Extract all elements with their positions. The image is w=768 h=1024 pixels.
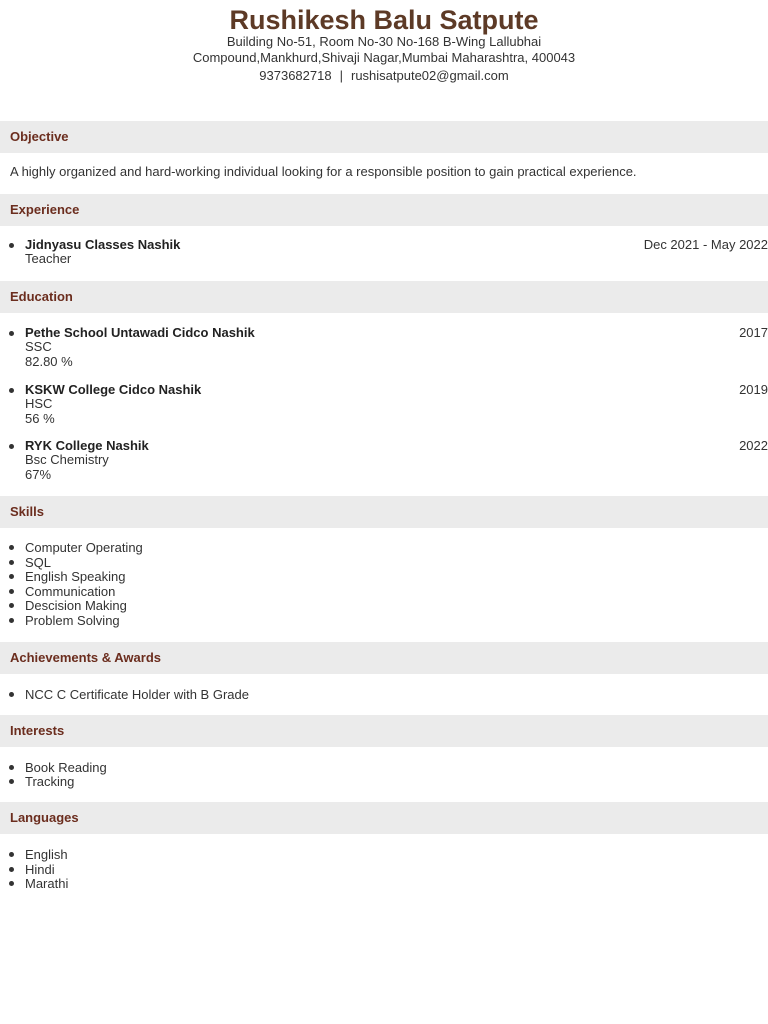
section-title: Interests (10, 723, 65, 738)
education-item (0, 325, 768, 371)
bullet-icon (9, 444, 14, 449)
completion-year: 2019 (739, 382, 768, 397)
language-label: Marathi (25, 876, 69, 891)
employer-name: Jidnyasu Classes Nashik (25, 237, 181, 252)
employment-dates: Dec 2021 - May 2022 (643, 237, 768, 252)
skill-label: Communication (25, 584, 116, 599)
school-name: Pethe School Untawadi Cidco Nashik (25, 325, 255, 340)
interest-item (0, 760, 768, 775)
school-name: RYK College Nashik (25, 438, 149, 453)
bullet-icon (9, 881, 14, 886)
section-title: Languages (10, 810, 79, 825)
skill-label: SQL (25, 555, 52, 570)
skill-item (0, 584, 768, 599)
score: 82.80 % (25, 354, 73, 369)
language-item (0, 876, 768, 891)
bullet-icon (9, 243, 14, 248)
address-line-2: Compound,Mankhurd,Shivaji Nagar,Mumbai Maharashtra, 400043 (192, 50, 576, 65)
language-label: Hindi (25, 862, 55, 877)
section-header-skills (0, 496, 768, 528)
skill-label: English Speaking (25, 569, 126, 584)
bullet-icon (9, 589, 14, 594)
degree: HSC (25, 396, 53, 411)
bullet-icon (9, 779, 14, 784)
section-header-languages (0, 802, 768, 834)
skill-label: Computer Operating (25, 540, 143, 555)
completion-year: 2017 (739, 325, 768, 340)
score: 56 % (25, 411, 55, 426)
skill-label: Descision Making (25, 598, 127, 613)
bullet-icon (9, 388, 14, 393)
section-header-achievements (0, 642, 768, 674)
skill-item (0, 569, 768, 584)
section-header-education (0, 281, 768, 313)
experience-item (0, 237, 768, 267)
interest-label: Book Reading (25, 760, 107, 775)
bullet-icon (9, 692, 14, 697)
phone-number: 9373682718 (259, 68, 332, 83)
candidate-name: Rushikesh Balu Satpute (229, 5, 539, 35)
section-header-objective (0, 121, 768, 153)
interest-item (0, 774, 768, 789)
completion-year: 2022 (739, 438, 768, 453)
skill-item (0, 540, 768, 555)
section-title: Objective (10, 129, 69, 144)
bullet-icon (9, 867, 14, 872)
education-item (0, 382, 768, 428)
degree: SSC (25, 339, 52, 354)
bullet-icon (9, 765, 14, 770)
degree: Bsc Chemistry (25, 452, 109, 467)
bullet-icon (9, 545, 14, 550)
bullet-icon (9, 603, 14, 608)
language-label: English (25, 847, 68, 862)
bullet-icon (9, 560, 14, 565)
bullet-icon (9, 852, 14, 857)
section-title: Skills (10, 504, 44, 519)
section-header-interests (0, 715, 768, 747)
email-address: rushisatpute02@gmail.com (350, 68, 509, 83)
skill-item (0, 555, 768, 570)
language-item (0, 847, 768, 862)
skill-item (0, 598, 768, 613)
achievement-label: NCC C Certificate Holder with B Grade (25, 687, 249, 702)
objective-text: A highly organized and hard-working individual looking for a responsible position to gain practical experience. (10, 164, 637, 179)
skill-item (0, 613, 768, 628)
bullet-icon (9, 331, 14, 336)
section-title: Education (10, 289, 73, 304)
address-line-1: Building No-51, Room No-30 No-168 B-Wing Lallubhai (226, 34, 542, 49)
education-item (0, 438, 768, 484)
section-header-experience (0, 194, 768, 226)
interest-label: Tracking (25, 774, 75, 789)
job-role: Teacher (25, 251, 72, 266)
school-name: KSKW College Cidco Nashik (25, 382, 202, 397)
skill-label: Problem Solving (25, 613, 120, 628)
section-title: Experience (10, 202, 80, 217)
score: 67% (25, 467, 52, 482)
achievement-item (0, 687, 768, 702)
language-item (0, 862, 768, 877)
section-title: Achievements & Awards (10, 650, 162, 665)
bullet-icon (9, 618, 14, 623)
bullet-icon (9, 574, 14, 579)
contact-line (0, 68, 768, 84)
contact-separator: | (339, 68, 343, 83)
